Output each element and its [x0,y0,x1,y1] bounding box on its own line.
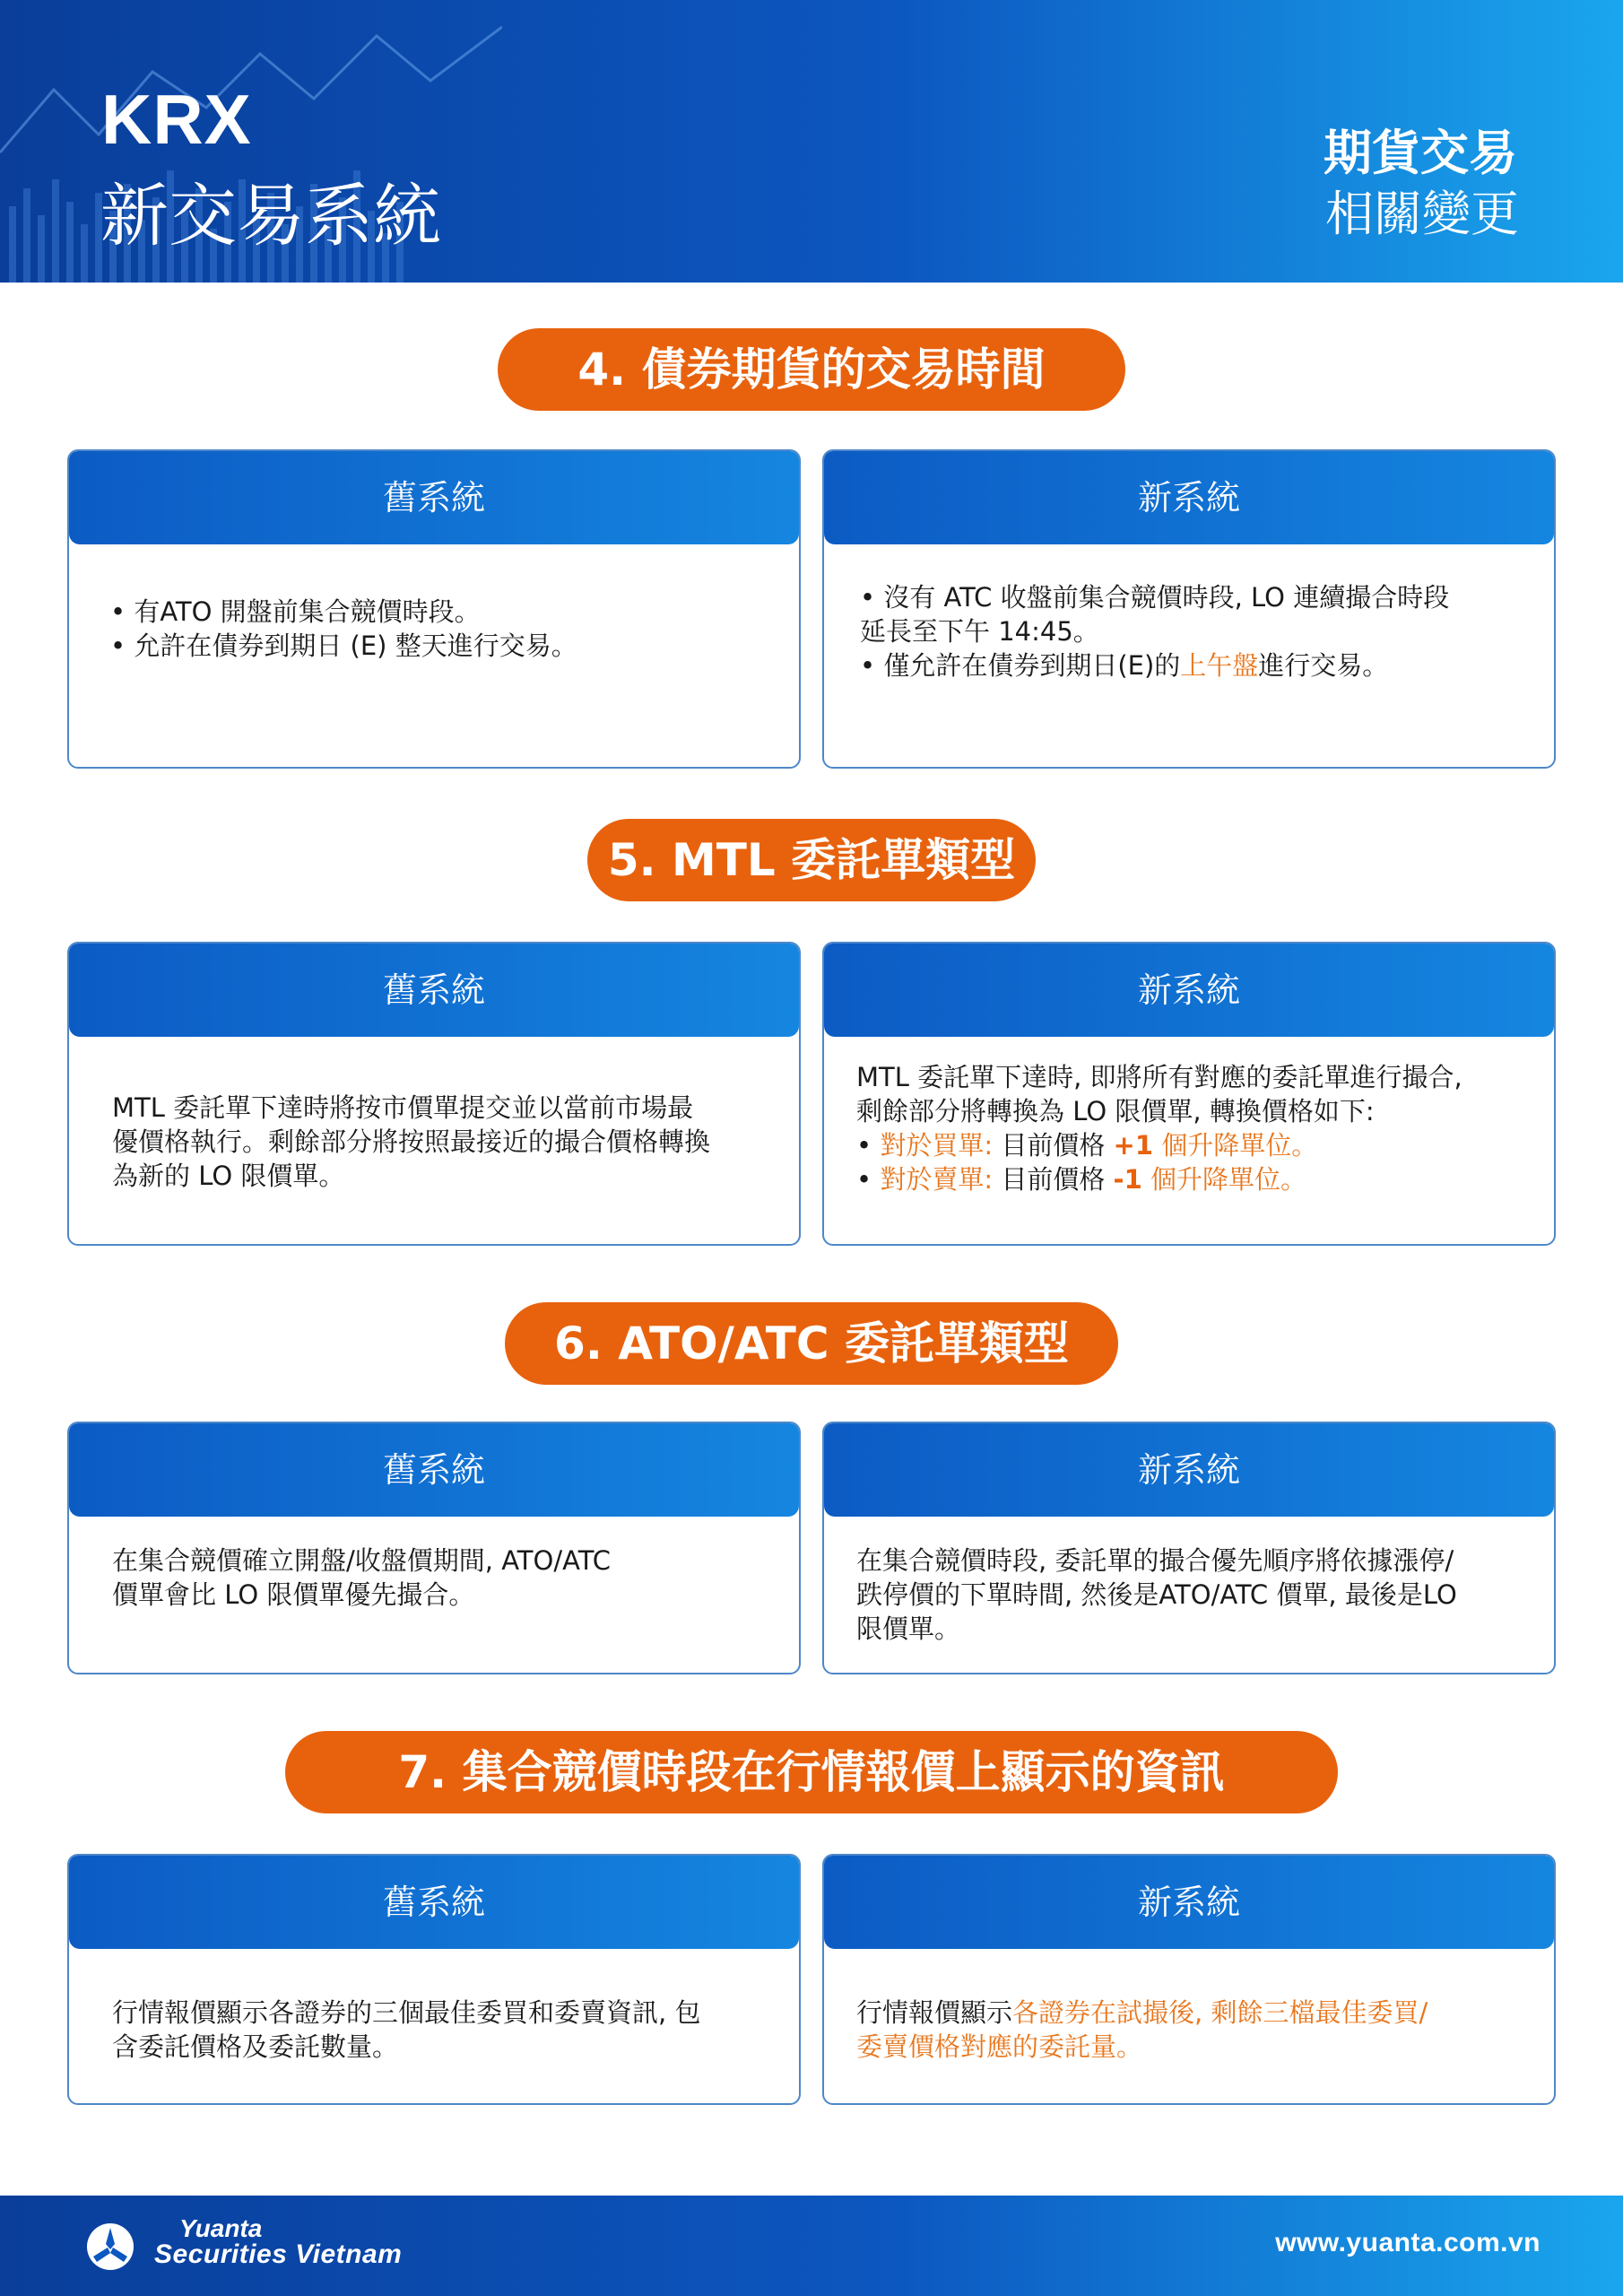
card-body [860,580,1518,683]
text-line: 剩餘部分將轉換為 LO 限價單, 轉換價格如下: [856,1096,1375,1126]
text-line: 限價單。 [856,1613,961,1644]
text-line: 行情報價顯示各證券的三個最佳委買和委賣資訊, 包 [112,1997,701,2028]
card-body [110,595,763,663]
sell-tick: -1 [1113,1164,1142,1195]
yuanta-logo-icon [86,2222,135,2271]
card-body [856,1060,1518,1196]
bullet-line [860,648,1518,683]
old-system-card [67,1854,801,2105]
bullet-line: • 沒有 ATC 收盤前集合競價時段, LO 連續撮合時段 [860,582,1450,613]
card-body [856,1544,1518,1646]
old-system-card [67,942,801,1246]
brand-title: KRX [101,80,252,159]
section-title: 4. 債券期貨的交易時間 [498,328,1125,411]
logo-wordmark-line1: Yuanta [179,2214,263,2242]
bullet-line: • 有ATO 開盤前集合競價時段。 [110,596,481,627]
text-line: 含委託價格及委託數量。 [112,2031,399,2062]
text-line: 跌停價的下單時間, 然後是ATO/ATC 價單, 最後是LO [856,1579,1457,1610]
card-body [856,1996,1518,2064]
highlight-text: 各證券在試撮後, 剩餘三檔最佳委買/ [1012,1997,1428,2028]
old-system-card [67,1422,801,1674]
new-system-card [822,942,1556,1246]
logo-wordmark-line2: Securities Vietnam [154,2239,403,2269]
text-line: 在集合競價時段, 委託單的撮合優先順序將依據漲停/ [856,1545,1454,1576]
bullet-line: • 對於賣單: 目前價格 -1 個升降單位。 [856,1164,1306,1195]
text: 目前價格 [993,1164,1114,1195]
brand-subtitle: 新交易系統 [100,176,441,256]
highlight-text: 委賣價格對應的委託量。 [856,2031,1143,2062]
card-header: 舊系統 [69,1856,799,1949]
text-line: 為新的 LO 限價單。 [112,1161,345,1191]
text-line: MTL 委託單下達時將按市價單提交並以當前市場最 [112,1092,694,1123]
card-header: 新系統 [824,944,1554,1037]
card-body [112,1996,763,2064]
text-line: 價單會比 LO 限價單優先撮合。 [112,1579,475,1610]
page-header [0,0,1623,283]
section-title: 6. ATO/ATC 委託單類型 [505,1302,1118,1385]
header-tag-line2: 相關變更 [1325,186,1519,242]
text: 目前價格 [993,1130,1114,1161]
tick-unit: 個升降單位。 [1141,1164,1306,1195]
bullet-line: • 對於買單: 目前價格 +1 個升降單位。 [856,1130,1318,1161]
text: • 僅允許在債券到期日(E)的 [860,650,1181,681]
new-system-card [822,1854,1556,2105]
website-link[interactable]: www.yuanta.com.vn [1275,2228,1541,2257]
text-line: MTL 委託單下達時, 即將所有對應的委託單進行撮合, [856,1062,1462,1092]
buy-label: 對於買單: [880,1130,994,1161]
buy-tick: +1 [1113,1130,1154,1161]
new-system-card [822,1422,1556,1674]
header-tag-line1: 期貨交易 [1324,125,1517,181]
text-line: 在集合競價確立開盤/收盤價期間, ATO/ATC [112,1545,611,1576]
card-header: 新系統 [824,1856,1554,1949]
text-line [856,2030,1518,2064]
card-header: 新系統 [824,451,1554,544]
highlight-text: 上午盤 [1180,650,1259,681]
old-system-card [67,449,801,769]
tick-unit: 個升降單位。 [1153,1130,1318,1161]
card-header: 舊系統 [69,944,799,1037]
card-body [112,1091,763,1193]
bullet-line: 延長至下午 14:45。 [860,616,1099,647]
card-header: 新系統 [824,1423,1554,1517]
sell-label: 對於賣單: [880,1164,994,1195]
card-header: 舊系統 [69,1423,799,1517]
new-system-card [822,449,1556,769]
text: 行情報價顯示 [856,1997,1013,2028]
section-title: 5. MTL 委託單類型 [587,819,1036,901]
text-line: 優價格執行。剩餘部分將按照最接近的撮合價格轉換 [112,1126,711,1157]
card-body [112,1544,763,1612]
bullet-line: • 允許在債券到期日 (E) 整天進行交易。 [110,631,577,661]
page-footer [0,2196,1623,2296]
text: 進行交易。 [1258,650,1389,681]
card-header: 舊系統 [69,451,799,544]
text-line [856,1996,1518,2030]
section-title: 7. 集合競價時段在行情報價上顯示的資訊 [285,1731,1338,1813]
